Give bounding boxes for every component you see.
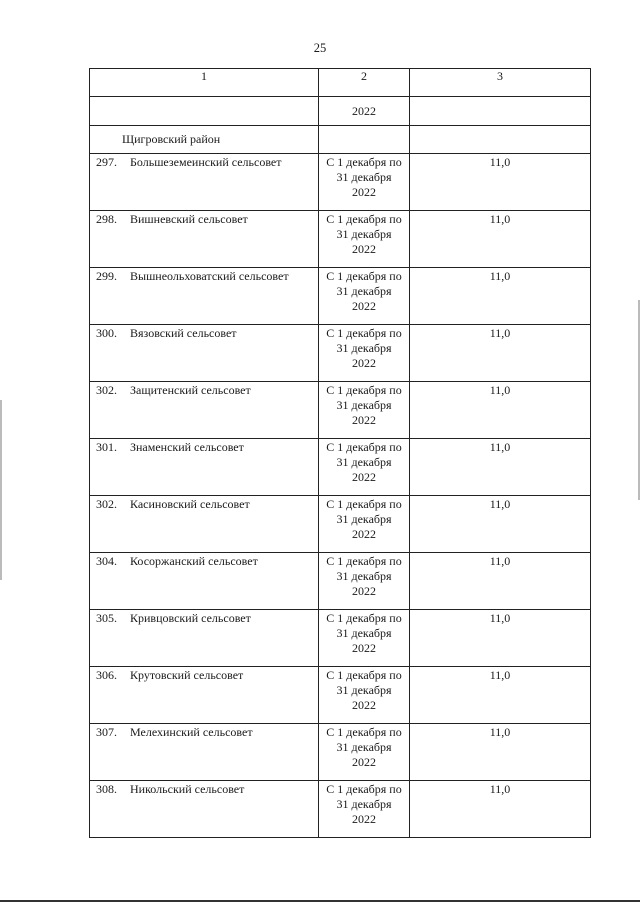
district-name: Щигровский район — [90, 126, 319, 154]
period-cell — [319, 325, 410, 382]
period-line: 31 декабря — [336, 740, 392, 754]
period-line: 2022 — [352, 527, 376, 541]
table-row — [90, 667, 591, 724]
data-table — [89, 68, 591, 838]
table-row — [90, 268, 591, 325]
period-cell — [319, 610, 410, 667]
period-cell — [319, 667, 410, 724]
settlement-name: Кривцовский сельсовет — [130, 611, 251, 625]
settlement-cell — [90, 610, 319, 667]
value-cell: 11,0 — [410, 154, 591, 211]
district-row — [90, 126, 591, 154]
header-col-2: 2 — [319, 69, 410, 97]
period-line: С 1 декабря по — [326, 725, 402, 739]
period-line: 31 декабря — [336, 569, 392, 583]
period-line: 31 декабря — [336, 227, 392, 241]
period-line: 31 декабря — [336, 683, 392, 697]
period-line: С 1 декабря по — [326, 782, 402, 796]
value-cell: 11,0 — [410, 667, 591, 724]
period-line: С 1 декабря по — [326, 668, 402, 682]
table-row — [90, 724, 591, 781]
period-line: С 1 декабря по — [326, 326, 402, 340]
period-line: 31 декабря — [336, 512, 392, 526]
settlement-name: Косоржанский сельсовет — [130, 554, 258, 568]
settlement-name: Вязовский сельсовет — [130, 326, 237, 340]
period-line: 2022 — [352, 356, 376, 370]
period-line: С 1 декабря по — [326, 212, 402, 226]
value-cell: 11,0 — [410, 496, 591, 553]
row-number: 304. — [96, 554, 117, 568]
table-row — [90, 382, 591, 439]
page-number: 25 — [313, 41, 327, 55]
settlement-cell — [90, 667, 319, 724]
settlement-name: Никольский сельсовет — [130, 782, 245, 796]
row-number: 307. — [96, 725, 117, 739]
row-number: 298. — [96, 212, 117, 226]
period-line: 31 декабря — [336, 626, 392, 640]
period-line: 31 декабря — [336, 797, 392, 811]
period-line: С 1 декабря по — [326, 440, 402, 454]
value-cell: 11,0 — [410, 439, 591, 496]
period-line: 31 декабря — [336, 455, 392, 469]
settlement-name: Защитенский сельсовет — [130, 383, 251, 397]
period-line: 31 декабря — [336, 284, 392, 298]
settlement-name: Мелехинский сельсовет — [130, 725, 253, 739]
period-line: С 1 декабря по — [326, 155, 402, 169]
table-row — [90, 781, 591, 838]
row-number: 302. — [96, 497, 117, 511]
period-line: 2022 — [352, 755, 376, 769]
table-row — [90, 496, 591, 553]
row-number: 299. — [96, 269, 117, 283]
period-line: 31 декабря — [336, 341, 392, 355]
value-cell: 11,0 — [410, 781, 591, 838]
period-line: С 1 декабря по — [326, 554, 402, 568]
period-line: 2022 — [352, 413, 376, 427]
table-row — [90, 439, 591, 496]
table-row — [90, 553, 591, 610]
period-line: 2022 — [352, 185, 376, 199]
period-line: 2022 — [352, 242, 376, 256]
value-cell: 11,0 — [410, 268, 591, 325]
value-cell: 11,0 — [410, 325, 591, 382]
year-row-col-1 — [90, 97, 319, 126]
header-col-3: 3 — [410, 69, 591, 97]
period-line: 2022 — [352, 299, 376, 313]
period-line: С 1 декабря по — [326, 497, 402, 511]
period-cell — [319, 211, 410, 268]
settlement-cell — [90, 496, 319, 553]
period-cell — [319, 268, 410, 325]
period-cell — [319, 553, 410, 610]
value-cell: 11,0 — [410, 211, 591, 268]
value-cell: 11,0 — [410, 553, 591, 610]
settlement-cell — [90, 154, 319, 211]
settlement-cell — [90, 325, 319, 382]
value-cell: 11,0 — [410, 382, 591, 439]
settlement-cell — [90, 439, 319, 496]
period-cell — [319, 382, 410, 439]
period-line: 2022 — [352, 812, 376, 826]
period-line: 2022 — [352, 641, 376, 655]
scan-bottom-edge — [0, 900, 640, 902]
table-row — [90, 211, 591, 268]
period-line: С 1 декабря по — [326, 611, 402, 625]
row-number: 300. — [96, 326, 117, 340]
period-cell — [319, 724, 410, 781]
settlement-cell — [90, 553, 319, 610]
scan-left-edge — [0, 400, 2, 580]
settlement-cell — [90, 724, 319, 781]
period-line: С 1 декабря по — [326, 383, 402, 397]
period-cell — [319, 781, 410, 838]
settlement-cell — [90, 211, 319, 268]
settlement-name: Касиновский сельсовет — [130, 497, 250, 511]
period-line: 2022 — [352, 698, 376, 712]
row-number: 305. — [96, 611, 117, 625]
district-row-col-3 — [410, 126, 591, 154]
year-row — [90, 97, 591, 126]
period-cell — [319, 439, 410, 496]
table-row — [90, 325, 591, 382]
row-number: 306. — [96, 668, 117, 682]
settlement-name: Вышнеольховатский сельсовет — [130, 269, 289, 283]
settlement-cell — [90, 268, 319, 325]
table-header-row — [90, 69, 591, 97]
period-line: С 1 декабря по — [326, 269, 402, 283]
row-number: 301. — [96, 440, 117, 454]
value-cell: 11,0 — [410, 724, 591, 781]
header-col-1: 1 — [90, 69, 319, 97]
year-cell: 2022 — [319, 97, 410, 126]
row-number: 308. — [96, 782, 117, 796]
settlement-name: Большеземеинский сельсовет — [130, 155, 282, 169]
settlement-name: Знаменский сельсовет — [130, 440, 244, 454]
settlement-cell — [90, 781, 319, 838]
year-row-col-3 — [410, 97, 591, 126]
period-line: 2022 — [352, 584, 376, 598]
row-number: 297. — [96, 155, 117, 169]
period-cell — [319, 496, 410, 553]
period-cell — [319, 154, 410, 211]
settlement-name: Крутовский сельсовет — [130, 668, 244, 682]
period-line: 31 декабря — [336, 170, 392, 184]
settlement-name: Вишневский сельсовет — [130, 212, 248, 226]
table-row — [90, 610, 591, 667]
period-line: 2022 — [352, 470, 376, 484]
settlement-cell — [90, 382, 319, 439]
district-row-col-2 — [319, 126, 410, 154]
table-row — [90, 154, 591, 211]
period-line: 31 декабря — [336, 398, 392, 412]
row-number: 302. — [96, 383, 117, 397]
value-cell: 11,0 — [410, 610, 591, 667]
